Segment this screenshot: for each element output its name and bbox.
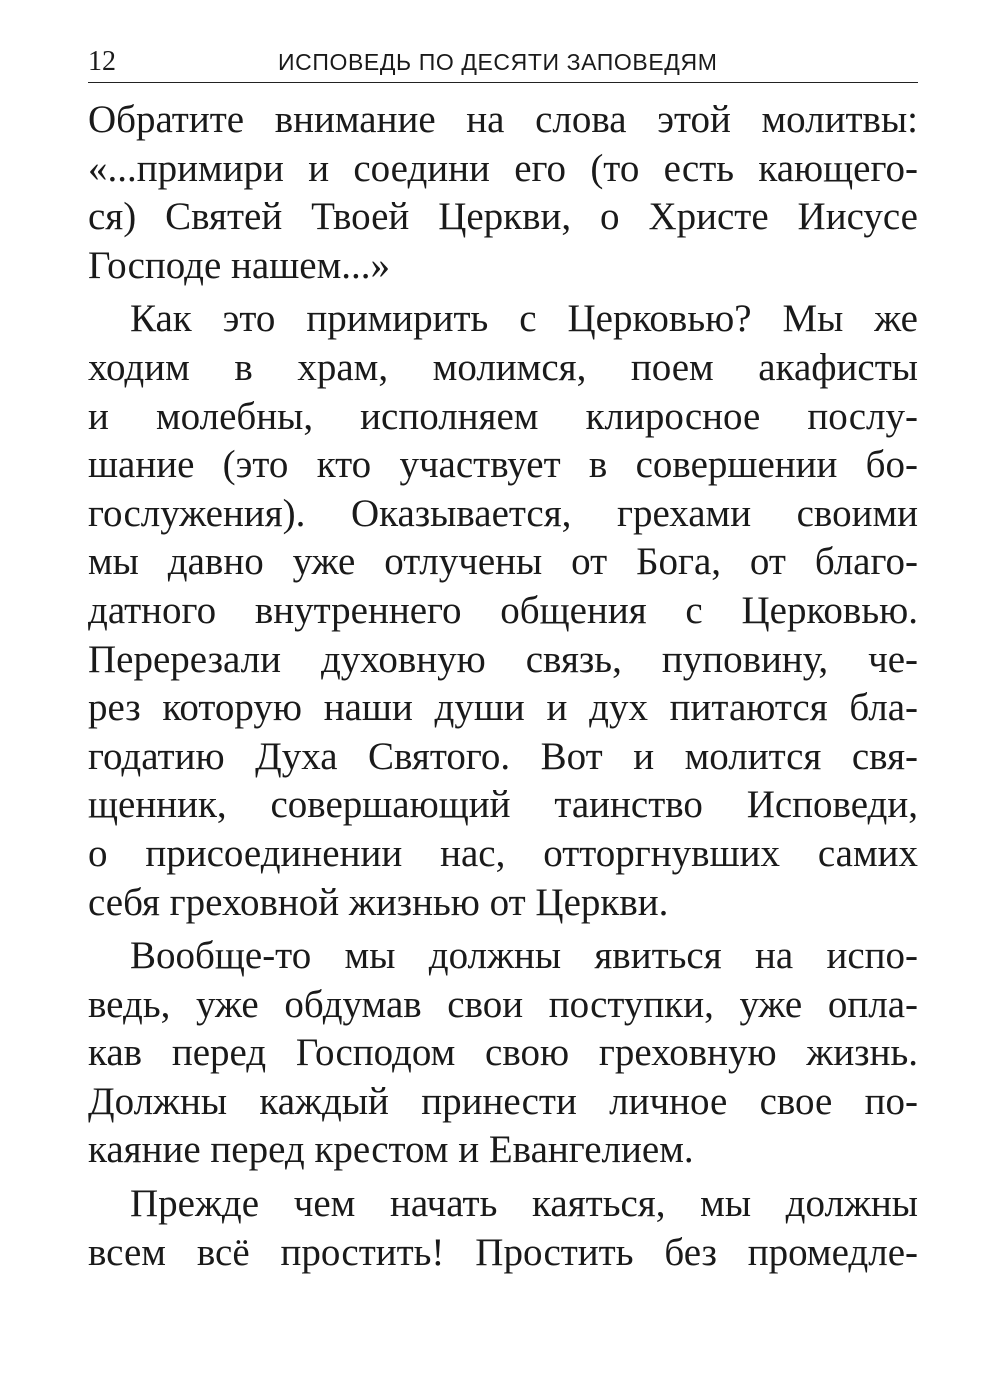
text-line: ведь, уже обдумав свои поступки, уже опла- [88,982,918,1026]
text-line: Господе нашем...» [88,243,391,287]
text-line: годатию Духа Святого. Вот и молится свя- [88,734,918,778]
text-line: и молебны, исполняем клиросное послу- [88,394,918,438]
page-number: 12 [88,46,116,77]
body-text [88,96,918,1277]
text-line: «...примири и соедини его (то есть кающего- [88,146,918,190]
text-line: Должны каждый принести личное свое по- [88,1079,918,1123]
text-line: гослужения). Оказывается, грехами своими [88,491,918,535]
running-head [88,44,918,80]
text-line: кав перед Господом свою греховную жизнь. [88,1031,918,1075]
text-line: всем всё простить! Простить без промедле- [88,1230,918,1274]
text-line: о присоединении нас, отторгнувших самих [88,831,918,875]
text-line: Обратите внимание на слова этой молитвы: [88,98,918,141]
text-line: рез которую наши души и дух питаются бла- [88,686,918,730]
text-line: себя греховной жизнью от Церкви. [88,880,669,924]
text-line: ся) Святей Твоей Церкви, о Христе Иисусе [88,195,918,239]
running-title: ИСПОВЕДЬ ПО ДЕСЯТИ ЗАПОВЕДЯМ [278,49,718,75]
paragraph [88,1180,918,1277]
paragraph [88,295,918,927]
paragraph [88,932,918,1175]
text-line: мы давно уже отлучены от Бога, от благо- [88,540,918,584]
text-line: Перерезали духовную связь, пуповину, че- [88,637,918,681]
paragraph [88,96,918,290]
text-line: щенник, совершающий таинство Исповеди, [88,783,918,827]
text-line: ходим в храм, молимся, поем акафисты [88,345,918,389]
text-line: каяние перед крестом и Евангелием. [88,1128,694,1172]
header-rule [88,82,918,83]
text-line: датного внутреннего общения с Церковью. [88,588,918,632]
text-line: Как это примирить с Церковью? Мы же [130,297,918,341]
text-line: шание (это кто участвует в совершении бо- [88,443,918,487]
text-line: Вообще-то мы должны явиться на испо- [130,934,918,978]
text-line: Прежде чем начать каяться, мы должны [130,1182,918,1226]
